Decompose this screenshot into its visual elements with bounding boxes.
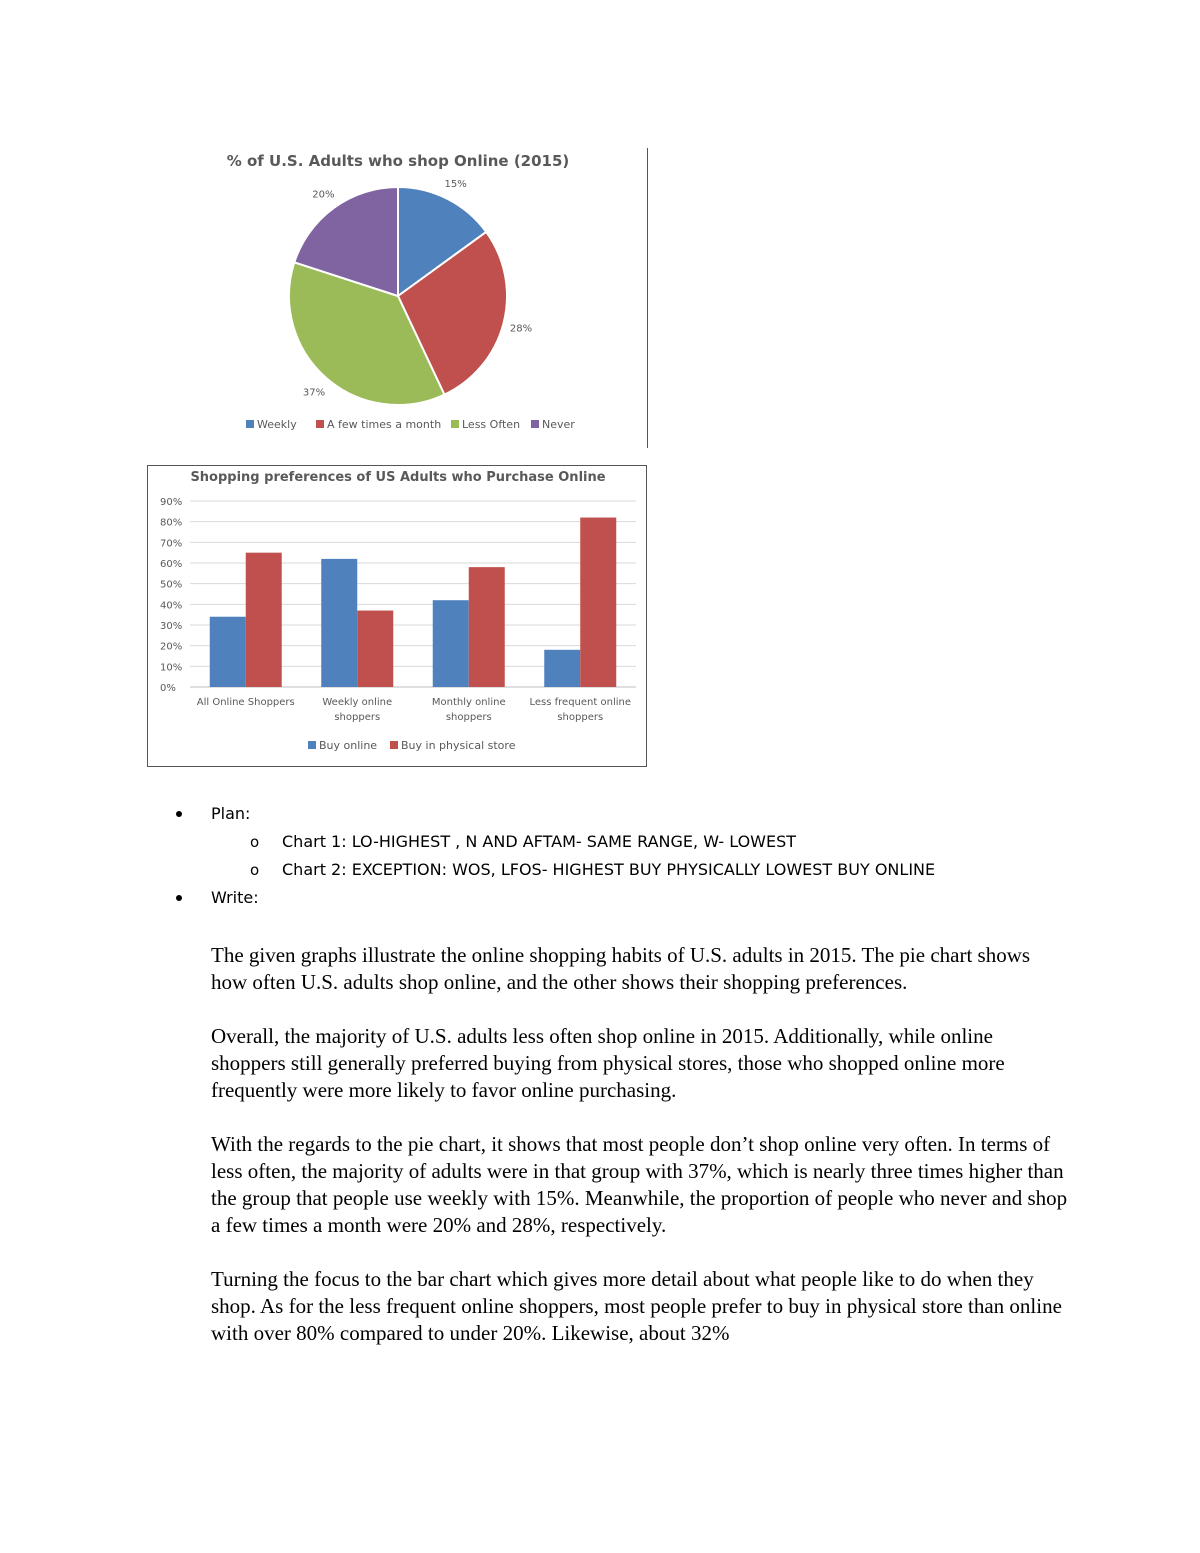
legend-label: Weekly bbox=[257, 418, 297, 431]
essay-paragraph: Overall, the majority of U.S. adults less often shop online in 2015. Additionally, while online shoppers still generally preferred buying from physical stores, those who shopped online more frequently were more likely to favor online purchasing. bbox=[211, 1024, 1005, 1102]
sub-bullet-marker: o bbox=[250, 861, 260, 879]
write-label: Write: bbox=[211, 888, 259, 907]
legend-label: A few times a month bbox=[327, 418, 442, 431]
legend-swatch bbox=[531, 420, 539, 428]
x-tick-label: Monthly online bbox=[431, 697, 506, 708]
pie-chart bbox=[148, 148, 648, 448]
essay-paragraph: The given graphs illustrate the online shopping habits of U.S. adults in 2015. The pie chart shows how often U.S. adults shop online, and the other shows their shopping preferences. bbox=[211, 943, 1031, 994]
essay-paragraph: Turning the focus to the bar chart which gives more detail about what people like to do when they shop. As for the less frequent online shoppers, most people prefer to buy in physical store than online with over 80% compared to under 20%. Likewise, about 32% bbox=[211, 1267, 1062, 1345]
legend-swatch bbox=[246, 420, 254, 428]
pie-chart-title: % of U.S. Adults who shop Online (2015) bbox=[226, 152, 570, 170]
x-tick-label: Less frequent online bbox=[529, 697, 631, 708]
plan-label: Plan: bbox=[211, 804, 251, 823]
y-tick-label: 10% bbox=[160, 662, 183, 674]
x-tick-label: shoppers bbox=[445, 712, 492, 723]
bar bbox=[321, 559, 357, 687]
bullet-icon bbox=[176, 895, 182, 901]
bar bbox=[210, 617, 246, 687]
bar bbox=[469, 567, 505, 687]
bar-chart-title: Shopping preferences of US Adults who Purchase Online bbox=[190, 470, 606, 485]
legend-label: Never bbox=[542, 418, 575, 431]
bar-chart bbox=[147, 465, 647, 767]
pie-data-label: 28% bbox=[509, 323, 533, 335]
legend-label: Less Often bbox=[462, 418, 521, 431]
bullet-icon bbox=[176, 811, 182, 817]
write-bullet bbox=[170, 884, 1070, 912]
legend-label: Buy in physical store bbox=[401, 739, 516, 752]
legend-swatch bbox=[451, 420, 459, 428]
bar bbox=[544, 650, 580, 687]
y-tick-label: 90% bbox=[160, 497, 183, 508]
y-tick-label: 70% bbox=[160, 538, 183, 550]
bar bbox=[433, 600, 469, 687]
legend-swatch bbox=[308, 741, 316, 749]
x-tick-label: shoppers bbox=[334, 712, 381, 723]
x-tick-label: Weekly online bbox=[322, 697, 393, 708]
y-tick-label: 0% bbox=[160, 683, 176, 694]
sub-bullet-marker: o bbox=[250, 833, 260, 851]
legend-swatch bbox=[316, 420, 324, 428]
pie-data-label: 37% bbox=[302, 387, 326, 399]
pie-data-label: 20% bbox=[312, 189, 335, 201]
y-tick-label: 60% bbox=[160, 559, 183, 570]
essay-body bbox=[211, 942, 1071, 1374]
pie-chart-plot bbox=[148, 148, 648, 448]
plan-item-text: Chart 1: LO-HIGHEST , N AND AFTAM- SAME RANGE, W- LOWEST bbox=[282, 832, 797, 851]
plan-item-text: Chart 2: EXCEPTION: WOS, LFOS- HIGHEST BUY PHYSICALLY LOWEST BUY ONLINE bbox=[282, 860, 936, 879]
y-tick-label: 80% bbox=[160, 517, 183, 529]
plan-bullet bbox=[170, 800, 1070, 828]
x-tick-label: All Online Shoppers bbox=[196, 697, 295, 708]
x-tick-label: shoppers bbox=[557, 712, 604, 723]
bar-chart-plot bbox=[148, 466, 648, 768]
bar bbox=[357, 611, 393, 687]
pie-data-label: 15% bbox=[444, 178, 467, 190]
bar bbox=[246, 553, 282, 687]
bar bbox=[580, 518, 616, 687]
plan-item bbox=[170, 828, 1070, 856]
y-tick-label: 40% bbox=[160, 600, 183, 612]
essay-paragraph: With the regards to the pie chart, it shows that most people don’t shop online very often. In terms of less often, the majority of adults were in that group with 37%, which is nearly three times higher than the group that people use weekly with 15%. Meanwhile, the proportion of people who never and shop a few times a month were 20% and 28%, respectively. bbox=[211, 1132, 1068, 1237]
y-tick-label: 30% bbox=[160, 621, 183, 632]
y-tick-label: 50% bbox=[160, 579, 183, 591]
notes-list bbox=[170, 800, 1070, 912]
y-tick-label: 20% bbox=[160, 641, 183, 653]
legend-label: Buy online bbox=[319, 739, 378, 752]
plan-item bbox=[170, 856, 1070, 884]
legend-swatch bbox=[390, 741, 398, 749]
